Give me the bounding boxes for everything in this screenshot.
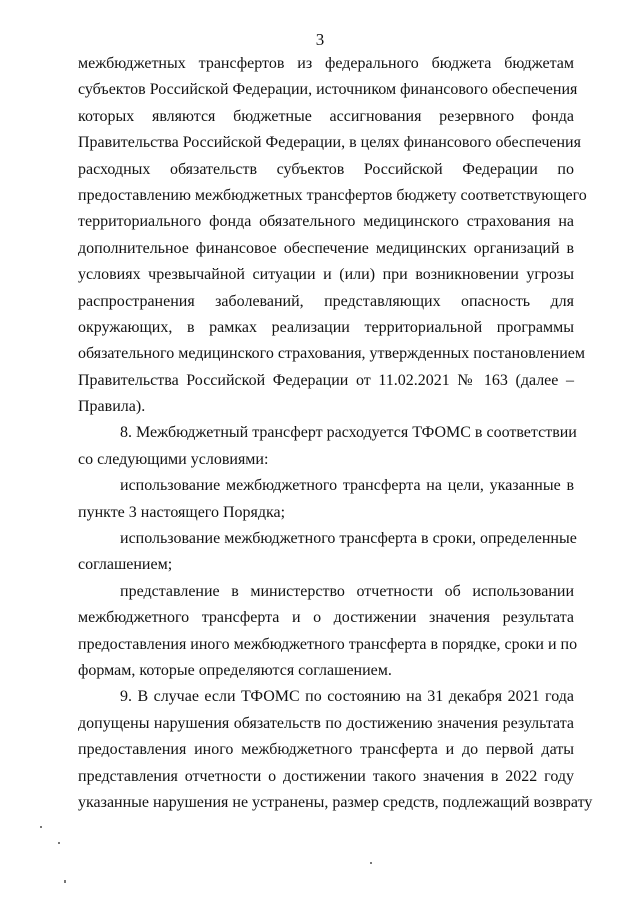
scan-dot bbox=[58, 842, 60, 844]
paragraph-condition-1 bbox=[78, 473, 574, 526]
text-line: формам, которые определяются соглашением. bbox=[78, 661, 392, 679]
text-line: условиях чрезвычайной ситуации и (или) при возникновении угрозы bbox=[78, 266, 574, 284]
text-line: со следующими условиями: bbox=[78, 450, 269, 468]
text-line: субъектов Российской Федерации, источником финансового обеспечения bbox=[78, 81, 578, 99]
document-body bbox=[78, 51, 593, 816]
page-number: 3 bbox=[315, 30, 325, 49]
scan-dot bbox=[64, 880, 66, 883]
text-line: указанные нарушения не устранены, размер средств, подлежащий возврату bbox=[78, 793, 593, 811]
scan-dot bbox=[370, 862, 372, 864]
text-line: пункте 3 настоящего Порядка; bbox=[78, 503, 286, 521]
text-line: предоставлению межбюджетных трансфертов бюджету соответствующего bbox=[78, 186, 587, 204]
paragraph-8 bbox=[78, 420, 577, 473]
text-line: 9. В случае если ТФОМС по состоянию на 31 декабря 2021 года bbox=[120, 688, 574, 706]
text-line: предоставления иного межбюджетного трансферта и до первой даты bbox=[78, 741, 574, 759]
paragraph-condition-2 bbox=[78, 526, 577, 579]
text-line: использование межбюджетного трансферта в сроки, определенные bbox=[120, 530, 577, 548]
text-line: дополнительное финансовое обеспечение медицинских организаций в bbox=[78, 239, 574, 257]
paragraph-continuation bbox=[78, 51, 587, 420]
text-line: использование межбюджетного трансферта на цели, указанные в bbox=[120, 477, 574, 495]
text-line: окружающих, в рамках реализации территориальной программы bbox=[78, 318, 574, 336]
scan-dot bbox=[40, 826, 42, 828]
text-line: которых являются бюджетные ассигнования резервного фонда bbox=[78, 107, 574, 125]
paragraph-condition-3 bbox=[78, 579, 578, 685]
text-line: Правительства Российской Федерации, в целях финансового обеспечения bbox=[78, 134, 581, 152]
text-line: допущены нарушения обязательств по достижению значения результата bbox=[78, 714, 574, 732]
text-line: предоставления иного межбюджетного трансферта в порядке, сроки и по bbox=[78, 635, 578, 653]
text-line: Правила). bbox=[78, 398, 146, 416]
text-line: территориального фонда обязательного медицинского страхования на bbox=[78, 213, 574, 231]
text-line: представления отчетности о достижении такого значения в 2022 году bbox=[78, 767, 574, 785]
text-line: межбюджетного трансферта и о достижении значения результата bbox=[78, 609, 574, 627]
text-line: расходных обязательств субъектов Российской Федерации по bbox=[78, 160, 574, 178]
text-line: распространения заболеваний, представляющих опасность для bbox=[78, 292, 574, 310]
paragraph-9 bbox=[78, 684, 593, 816]
text-line: межбюджетных трансфертов из федерального бюджета бюджетам bbox=[78, 55, 574, 72]
text-line: обязательного медицинского страхования, утвержденных постановлением bbox=[78, 345, 585, 363]
text-line: соглашением; bbox=[78, 556, 173, 574]
text-line: 8. Межбюджетный трансферт расходуется ТФОМС в соответствии bbox=[120, 424, 577, 442]
text-line: Правительства Российской Федерации от 11.02.2021 № 163 (далее – bbox=[78, 371, 574, 389]
text-line: представление в министерство отчетности об использовании bbox=[120, 582, 574, 600]
